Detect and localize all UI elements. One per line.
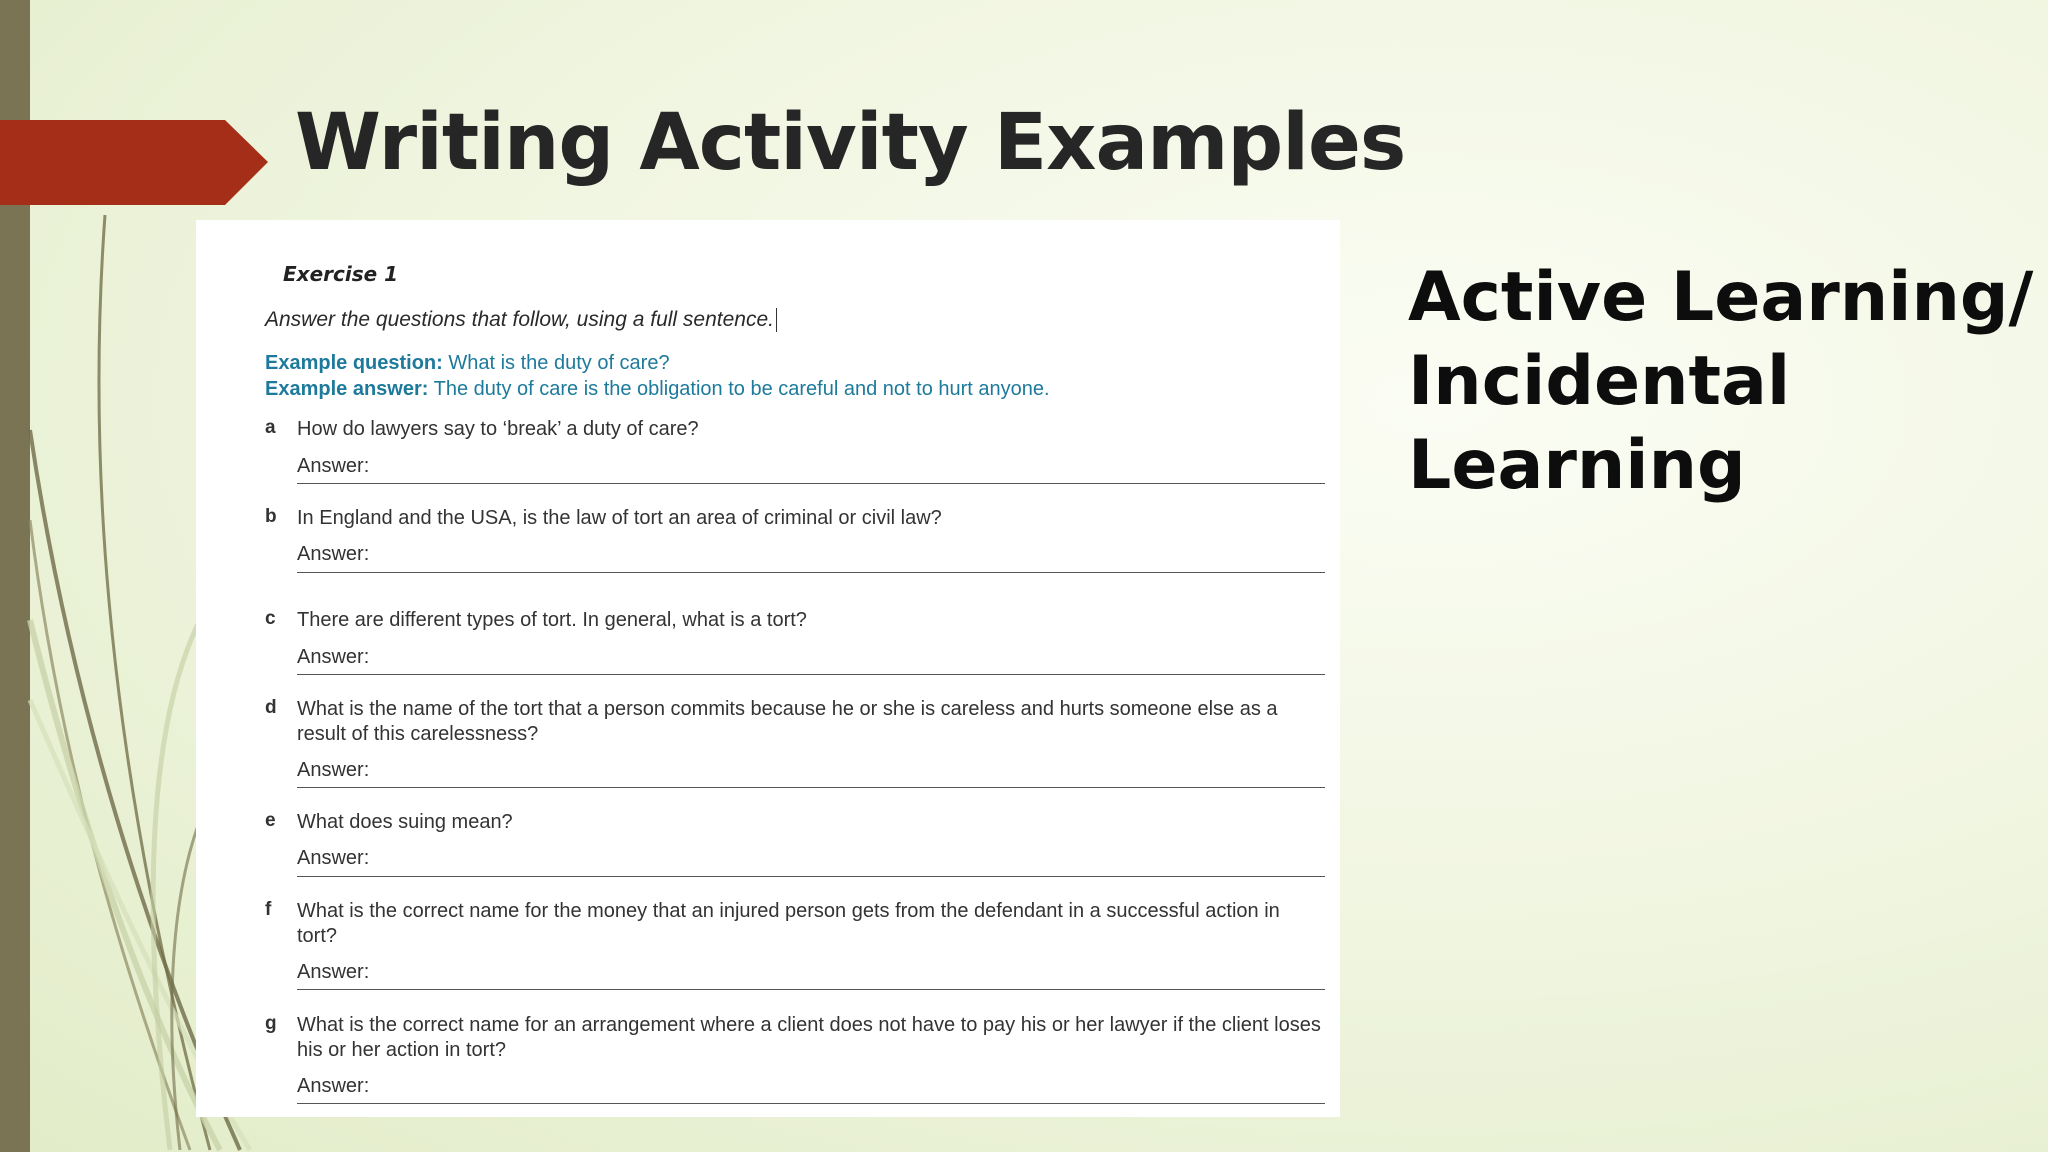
answer-label: Answer: [297, 455, 370, 477]
question-letter: f [265, 899, 272, 920]
example-answer [265, 378, 1050, 401]
example-question [265, 352, 670, 375]
question-letter: c [265, 608, 276, 629]
slide-title: Writing Activity Examples [295, 98, 1406, 188]
side-heading-line-1: Active Learning/ [1408, 258, 2034, 337]
text-caret [776, 308, 777, 332]
answer-line [297, 876, 1325, 877]
question-letter: g [265, 1013, 277, 1034]
answer-line [297, 674, 1325, 675]
answer-label: Answer: [297, 543, 370, 565]
question-letter: e [265, 810, 276, 831]
question-text: What is the correct name for the money that an injured person gets from the defendant in a successful action in tort? [297, 900, 1280, 947]
side-heading-line-3: Learning [1408, 426, 1746, 505]
answer-label: Answer: [297, 961, 370, 983]
question-letter: b [265, 506, 277, 527]
side-heading [1408, 256, 2034, 508]
side-heading-line-2: Incidental [1408, 342, 1791, 421]
exercise-instruction [265, 308, 777, 332]
answer-line [297, 572, 1325, 573]
exercise-worksheet-image [196, 220, 1340, 1117]
title-arrow-banner [0, 120, 270, 205]
question-letter: d [265, 697, 277, 718]
question-text: How do lawyers say to ‘break’ a duty of care? [297, 418, 699, 440]
question-text: There are different types of tort. In general, what is a tort? [297, 609, 807, 631]
exercise-instruction-text: Answer the questions that follow, using a full sentence. [265, 308, 774, 331]
question-text: What is the correct name for an arrangement where a client does not have to pay his or her lawyer if the client loses his or her action in tort? [297, 1014, 1321, 1061]
example-question-label: Example question: [265, 352, 443, 374]
question-text: What is the name of the tort that a person commits because he or she is careless and hurts someone else as a result of this carelessness? [297, 698, 1278, 745]
answer-label: Answer: [297, 646, 370, 668]
answer-line [297, 989, 1325, 990]
answer-line [297, 787, 1325, 788]
answer-label: Answer: [297, 847, 370, 869]
example-question-text: What is the duty of care? [442, 352, 670, 374]
example-answer-text: The duty of care is the obligation to be careful and not to hurt anyone. [428, 378, 1050, 400]
answer-label: Answer: [297, 759, 370, 781]
example-answer-label: Example answer: [265, 378, 429, 400]
question-text: In England and the USA, is the law of tort an area of criminal or civil law? [297, 507, 942, 529]
exercise-title: Exercise 1 [283, 262, 399, 286]
question-text: What does suing mean? [297, 811, 513, 833]
answer-label: Answer: [297, 1075, 370, 1097]
question-letter: a [265, 417, 276, 438]
answer-line [297, 483, 1325, 484]
answer-line [297, 1103, 1325, 1104]
